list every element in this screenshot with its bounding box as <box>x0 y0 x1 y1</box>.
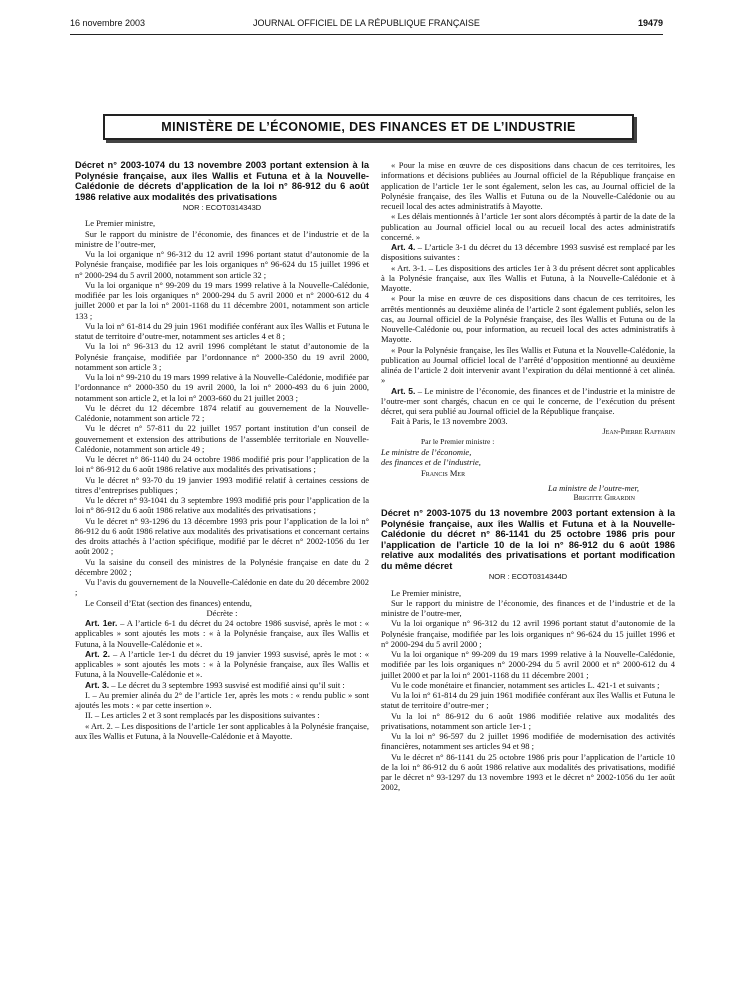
article-paragraph <box>75 680 369 690</box>
paragraph: « Pour la mise en œuvre de ces dispositions dans chacun de ces territoires, les informations et décisions publiées au Journal officiel de la République française en application de l’article 1er le sont également, selon les cas, au Journal officiel de la Polynésie française, des îles Wallis et Futuna ou de la Nouvelle-Calédonie ou au recueil local des actes administratifs à Mayotte. <box>381 160 675 211</box>
right-column <box>381 160 675 793</box>
paragraph: Vu la loi n° 96-313 du 12 avril 1996 complétant le statut d’autonomie de la Polynésie française, modifiée par l’ordonnance n° 2000-350 du 19 avril 2000, notamment son article 3 ; <box>75 341 369 372</box>
paragraph: Vu la loi organique n° 99-209 du 19 mars 1999 relative à la Nouvelle-Calédonie, modifiée par les lois organiques n° 2000-294 du 5 avril 2000 et n° 2000-612 du 4 juillet 2000 et par la loi n° 2001-1168 du 11 décembre 2001 ; <box>381 649 675 680</box>
nor-reference: NOR : ECOT0314344D <box>488 572 568 582</box>
paragraph: Vu la loi n° 96-597 du 2 juillet 1996 modifiée de modernisation des activités financières, notamment ses articles 94 et 98 ; <box>381 731 675 752</box>
signatory-name: Brigitte Girardin <box>573 493 635 502</box>
article-paragraph <box>381 386 675 417</box>
header-journal-title: JOURNAL OFFICIEL DE LA RÉPUBLIQUE FRANÇAISE <box>253 18 480 28</box>
decree-title: Décret n° 2003-1074 du 13 novembre 2003 portant extension à la Polynésie française, aux îles Wallis et Futuna et à la Nouvelle-Calédonie de décrets d’application de la loi n° 86-912 du 6 août 1986 relative aux modalités des privatisations <box>75 160 369 202</box>
article-number: Art. 5. <box>391 385 416 396</box>
paragraph: Vu la loi organique n° 99-209 du 19 mars 1999 relative à la Nouvelle-Calédonie, modifiée par les lois organiques n° 2000-294 du 5 avril 2000 et n° 2000-612 du 4 juillet 2000 et par la loi n° 2001-1168 du 11 décembre 2001, notamment son article 133 ; <box>75 279 369 321</box>
paragraph: Le Premier ministre, <box>85 218 156 229</box>
paragraph: Le Premier ministre, <box>391 587 462 598</box>
article-text: – Le ministre de l’économie, des finances et de l’industrie et la ministre de l’outre-mer sont chargés, chacun en ce qui le concerne, de l’exécution du présent décret, qui sera publié au Journal officiel de la République française. <box>381 385 675 416</box>
decree-title: Décret n° 2003-1075 du 13 novembre 2003 portant extension à la Polynésie française, aux îles Wallis et Futuna et à la Nouvelle-Calédonie du décret n° 86-1141 du 25 octobre 1986 pris pour l’application de l’article 10 de la loi n° 86-912 du 6 août 1986 relative aux modalités des privatisations et portant modification du même décret <box>381 508 675 571</box>
minister-title: Le ministre de l’économie, <box>381 447 472 457</box>
article-text: – A l’article 6-1 du décret du 24 octobre 1986 susvisé, après le mot : « applicables » sont ajoutés les mots : « à la Polynésie française, aux îles Wallis et Futuna, à la Nouvelle-Calédonie et ». <box>75 618 370 649</box>
paragraph: Vu le décret n° 86-1141 du 25 octobre 1986 pris pour l’application de l’article 10 de la loi n° 86-912 du 6 août 1986 relative aux modalités des privatisations, modifié par le décret n° 93-1297 du 13 novembre 1993 et le décret n° 2002-1056 du 1er août 2002, <box>381 751 675 793</box>
paragraph: « Pour la mise en œuvre de ces dispositions dans chacun de ces territoires, les arrêtés mentionnés au deuxième alinéa de l’article 2 sont également publiés, selon les cas, au Journal officiel de la Polynésie française, des îles Wallis et Futuna ou de la Nouvelle-Calédonie ou, pour information, au recueil local des actes administratifs à Mayotte. <box>381 293 675 345</box>
paragraph: Vu la loi n° 61-814 du 29 juin 1961 modifiée conférant aux îles Wallis et Futuna le statut de territoire d’outre-mer, notamment ses articles 4 et 8 ; <box>75 320 369 341</box>
article-number: Art. 1er. <box>85 618 118 628</box>
article-paragraph <box>75 618 369 649</box>
signature-intro: Par le Premier ministre : <box>421 436 495 446</box>
article-paragraph <box>75 649 369 680</box>
paragraph: « Art. 2. – Les dispositions de l’article 1er sont applicables à la Polynésie française, aux îles Wallis et Futuna, à la Nouvelle-Calédonie et à Mayotte. <box>75 720 369 741</box>
article-number: Art. 3. <box>85 679 110 690</box>
header-page-number: 19479 <box>637 18 663 28</box>
paragraph: Vu le décret n° 86-1140 du 24 octobre 1986 modifié pris pour l’application de la loi n° 86-912 du 6 août 1986 relative aux modalités des privatisations ; <box>75 454 369 475</box>
paragraph: Vu la loi n° 99-210 du 19 mars 1999 relative à la Nouvelle-Calédonie, modifiée par l’ordonnance n° 2000-350 du 19 avril 2000, la loi n° 2000-493 du 6 juin 2000, notamment son article 2, et la loi n° 2003-660 du 21 juillet 2003 ; <box>75 372 370 403</box>
paragraph: Vu le décret n° 93-70 du 19 janvier 1993 modifié relatif à certaines cessions de titres d’entreprises publiques ; <box>75 474 369 495</box>
article-text: – A l’article 1er-1 du décret du 19 janvier 1993 susvisé, après le mot : « applicables » sont ajoutés les mots : « à la Polynésie française, aux îles Wallis et Futuna, à la Nouvelle-Calédonie et ». <box>75 648 369 680</box>
paragraph: Le Conseil d’Etat (section des finances) entendu, <box>85 597 252 608</box>
article-paragraph <box>381 242 675 263</box>
paragraph: « Pour la Polynésie française, les îles Wallis et Futuna et la Nouvelle-Calédonie, la publication au Journal officiel local de l’arrêté d’opposition mentionné au deuxième alinéa de l’article 2 doit intervenir avant l’expiration du délai mentionné à cet alinéa. » <box>381 344 675 386</box>
paragraph: Sur le rapport du ministre de l’économie, des finances et de l’industrie et de la ministre de l’outre-mer, <box>381 597 675 618</box>
page-header <box>70 18 663 32</box>
article-number: Art. 4. <box>391 242 416 252</box>
paragraph: II. – Les articles 2 et 3 sont remplacés par les dispositions suivantes : <box>85 710 320 721</box>
paragraph: « Les délais mentionnés à l’article 1er sont alors décomptés à partir de la date de la publication au Journal officiel local ou au recueil local des actes administratifs concerné. » <box>381 211 675 242</box>
minister-title: des finances et de l’industrie, <box>381 457 481 468</box>
paragraph: Vu la loi n° 61-814 du 29 juin 1961 modifiée conférant aux îles Wallis et Futuna le statut de territoire d’outre-mer ; <box>381 690 675 711</box>
paragraph: Vu le code monétaire et financier, notamment ses articles L. 421-1 et suivants ; <box>391 679 660 690</box>
ministry-banner: MINISTÈRE DE L’ÉCONOMIE, DES FINANCES ET DE L’INDUSTRIE <box>103 114 634 140</box>
header-date: 16 novembre 2003 <box>70 18 146 28</box>
paragraph: Vu le décret n° 57-811 du 22 juillet 1957 portant institution d’un conseil de gouvernement et extension des attributions de l’assemblée territoriale en Nouvelle-Calédonie, notamment son article 49 ; <box>75 423 369 454</box>
paragraph: Vu l’avis du gouvernement de la Nouvelle-Calédonie en date du 20 décembre 2002 ; <box>75 577 369 598</box>
paragraph: I. – Au premier alinéa du 2° de l’article 1er, après les mots : « rendu public » sont ajoutés les mots : « par cette insertion ». <box>75 689 369 710</box>
paragraph: Vu le décret du 12 décembre 1874 relatif au gouvernement de la Nouvelle-Calédonie, notamment son article 72 ; <box>75 402 369 423</box>
article-text: – Le décret du 3 septembre 1993 susvisé est modifié ainsi qu’il suit : <box>109 679 345 690</box>
paragraph: Vu la saisine du conseil des ministres de la Polynésie française en date du 2 décembre 2002 ; <box>75 556 369 577</box>
paragraph: Vu le décret n° 93-1041 du 3 septembre 1993 modifié pris pour l’application de la loi n° 86-912 du 6 août 1986 relative aux modalités des privatisations ; <box>75 495 369 516</box>
decree-verb: Décrète : <box>206 607 238 618</box>
nor-reference: NOR : ECOT0314343D <box>182 203 262 212</box>
paragraph: Fait à Paris, le 13 novembre 2003. <box>391 416 508 427</box>
article-number: Art. 2. <box>85 648 110 659</box>
paragraph: « Art. 3-1. – Les dispositions des articles 1er à 3 du présent décret sont applicables à la Polynésie française, aux îles Wallis et Futuna, à la Nouvelle-Calédonie et à Mayotte. <box>381 262 675 293</box>
left-column <box>75 160 369 741</box>
signatory-name: Jean-Pierre Raffarin <box>602 426 675 436</box>
paragraph: Vu la loi organique n° 96-312 du 12 avril 1996 portant statut d’autonomie de la Polynésie française, modifiée par les lois organiques n° 96-624 du 15 juillet 1996 et n° 2000-294 du 5 avril 2000 ; <box>381 618 675 649</box>
header-rule <box>70 34 663 35</box>
paragraph: Vu la loi organique n° 96-312 du 12 avril 1996 portant statut d’autonomie de la Polynésie française, modifiée par les lois organiques n° 96-624 du 15 juillet 1996 et n° 2000-294 du 5 avril 2000, notamment son article 32 ; <box>75 249 369 280</box>
signatory-name: Francis Mer <box>421 467 466 478</box>
paragraph: Vu la loi n° 86-912 du 6 août 1986 modifiée relative aux modalités des privatisations, notamment son article 1er-1 ; <box>381 710 675 731</box>
minister-title: La ministre de l’outre-mer, <box>548 482 639 493</box>
paragraph: Sur le rapport du ministre de l’économie, des finances et de l’industrie et de la ministre de l’outre-mer, <box>75 228 369 249</box>
paragraph: Vu le décret n° 93-1296 du 13 décembre 1993 pris pour l’application de la loi n° 86-912 du 6 août 1986 relative aux modalités des privatisations et concernant certains des droits attachés à l’action spécifique, modifié par le décret n° 2002-1056 du 1er août 2002 ; <box>75 515 369 557</box>
article-text: – L’article 3-1 du décret du 13 décembre 1993 susvisé est remplacé par les dispositions suivantes : <box>381 242 675 263</box>
